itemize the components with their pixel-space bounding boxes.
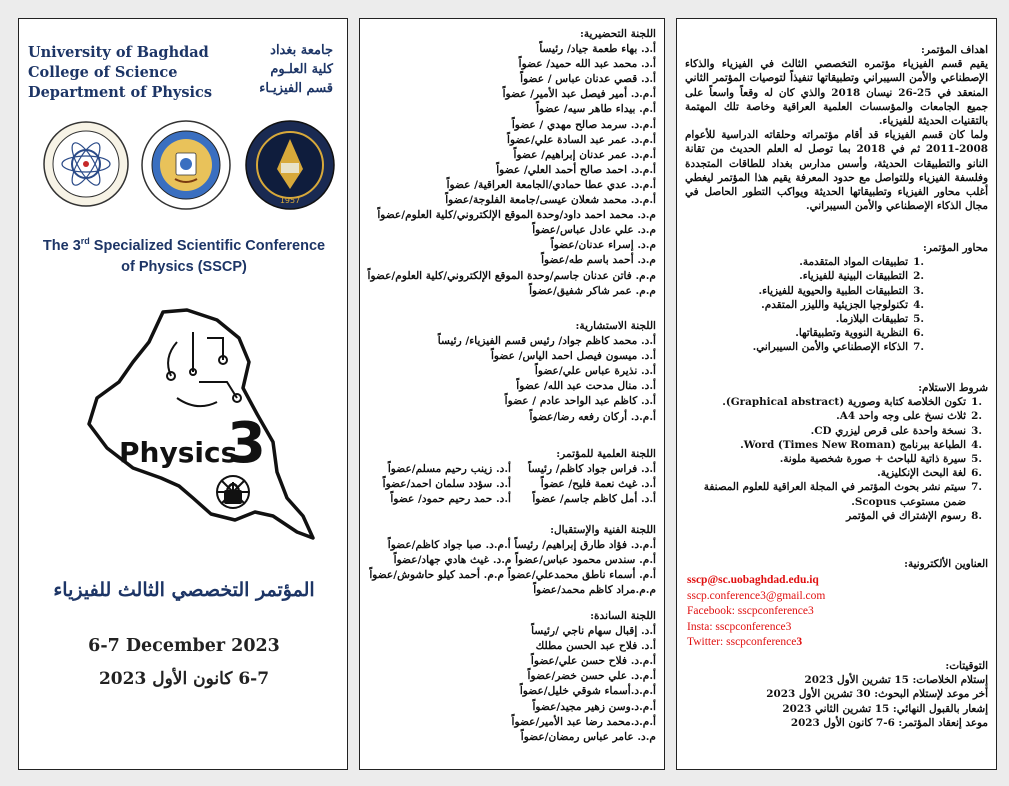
conference-goals [685, 43, 988, 213]
support-title: اللجنة الساندة: [590, 610, 656, 622]
goals-title: اهداف المؤتمر: [921, 44, 988, 56]
advisory-committee [366, 319, 656, 425]
timings-list [685, 673, 988, 730]
committee-member: م.د. إسراء عدنان/عضواً [550, 239, 656, 252]
university-line: University of Baghdad [28, 44, 209, 61]
scientific-committee [366, 447, 656, 507]
list-item: .5 سيرة ذاتية للباحث + صورة شخصية ملونة. [779, 453, 982, 466]
committee-member: أ.م.د. احمد صالح أحمد العلي/ عضواً [496, 163, 656, 176]
axis-text: الذكاء الإصطناعي والأمن السيبراني. [752, 341, 908, 354]
advisory-title: اللجنة الاستشارية: [575, 320, 656, 332]
title-pre: The 3 [42, 237, 81, 254]
university-name-en [28, 43, 212, 103]
college-line: College of Science [28, 64, 178, 81]
conditions-title: شروط الاستلام: [918, 382, 988, 394]
axis-text: التطبيقات الطبية والحيوية للفيزياء. [758, 284, 908, 297]
iraq-map-illustration [67, 302, 317, 552]
committee-member: أ.م.د.أسماء شوقي خليل/عضواً [519, 685, 656, 698]
instagram-link[interactable]: Insta: sscpconference3 [687, 620, 792, 633]
committee-member: أ.د. فلاح عبد الحسن مطلك [535, 640, 656, 653]
committee-member: أ.م.د. عمر عبد السادة علي/عضواً [507, 133, 656, 146]
condition-text: الطباعة ببرنامج Word (Times New Roman). [740, 438, 966, 451]
logo-year: 1957 [279, 196, 301, 205]
committees-panel [359, 18, 665, 770]
list-item: .4 تكنولوجيا الجزيئية والليزر المتقدم. [761, 298, 924, 311]
college-line-ar: كلية العلـوم [270, 62, 333, 77]
timing-title: التوقيتات: [945, 660, 988, 672]
axes-list [685, 255, 988, 354]
email-link-primary[interactable]: sscp@sc.uobaghdad.edu.iq [687, 574, 819, 586]
committee-member: أ.د. محمد كاظم جواد/ رئيس قسم الفيزياء/ رئيساً [437, 335, 656, 348]
list-item: .6 لغة البحث الإنكليزية. [877, 467, 982, 480]
map-physics-text: Physics [119, 436, 238, 469]
committee-member: م.د. أحمد باسم طه/عضواً [541, 254, 656, 267]
list-item: .6 النظرية النووية وتطبيقاتها. [795, 327, 924, 340]
committee-member: أ.د. قصي عدنان عباس / عضواً [520, 73, 656, 86]
condition-text: ثلاث نسخ على وجه واحد A4. [836, 410, 966, 423]
info-panel [676, 18, 997, 770]
committee-member: أ.د. ميسون فيصل احمد الياس/ عضواً [490, 350, 656, 363]
scientific-col-left [366, 462, 511, 507]
axis-text: تطبيقات البلازما. [835, 313, 908, 326]
condition-text: نسخة واحدة على قرص ليزري CD. [810, 424, 966, 437]
technical-title: اللجنة الفنية والإستقبال: [550, 524, 656, 536]
committee-member: أ.م. بيداء طاهر سيه/ عضواً [536, 103, 656, 116]
facebook-link[interactable]: Facebook: sscpconference3 [687, 605, 814, 617]
committee-member: أ.د. كاظم عبد الواحد عادم / عضواً [504, 395, 656, 408]
preparatory-title: اللجنة التحضيرية: [579, 28, 656, 40]
committee-member: م.م.مراد كاظم محمد/عضواً [533, 584, 656, 597]
cover-panel [18, 18, 348, 770]
timing-item: موعد إنعقاد المؤتمر: 6-7 كانون الأول 2023 [790, 716, 988, 729]
condition-text: رسوم الإشتراك في المؤتمر [846, 509, 966, 522]
timings [685, 659, 988, 730]
list-item: .1 تكون الخلاصة كتابة وصورية (Graphical abstract). [722, 396, 982, 409]
committee-member: أ.د. سؤدد سلمان احمد/عضواً [382, 478, 511, 491]
college-of-science-logo [137, 119, 235, 211]
scientific-title: اللجنة العلمية للمؤتمر: [556, 448, 656, 460]
addresses-title: العناوين الألكترونية: [904, 558, 988, 570]
conference-title [19, 231, 348, 278]
committee-member: أ.م. أسماء ناطق محمدعلي/عضواً م.م. أحمد كيلو حاشوش/عضواً [369, 569, 656, 582]
department-line: Department of Physics [28, 84, 213, 101]
list-item: .5 تطبيقات البلازما. [835, 313, 924, 326]
title-post: Specialized Scientific Conference [89, 237, 326, 254]
scientific-columns [366, 462, 656, 507]
committee-member: أ.د. أمل كاظم جاسم/ عضواً [532, 493, 656, 506]
axes-title: محاور المؤتمر: [923, 242, 988, 254]
list-item: .7 سيتم نشر بحوث المؤتمر في المجلة العراقية للعلوم المصنفة ضمن مستوعب Scopus. [685, 480, 982, 508]
condition-text: سيتم نشر بحوث المؤتمر في المجلة العراقية للعلوم المصنفة ضمن مستوعب Scopus. [703, 481, 966, 508]
department-line-ar: قسم الفيزيـاء [259, 81, 333, 96]
committee-member: أ.م.د. محمد شعلان عيسى/جامعة الفلوجة/عضواً [445, 194, 656, 207]
committee-member: م.م. عمر شاكر شفيق/عضواً [529, 284, 656, 297]
committee-member: أ.د. إقبال سهام ناجي /رئيساً [531, 625, 656, 638]
axis-text: التطبيقات البينية للفيزياء. [799, 270, 908, 283]
list-item: .2 التطبيقات البينية للفيزياء. [799, 270, 924, 283]
twitter-handle: Twitter: sscpconference [687, 636, 797, 648]
timing-item: أخر موعد لإستلام البحوث: 30 تشرين الأول 2023 [766, 688, 988, 701]
university-of-baghdad-logo [241, 119, 339, 211]
goals-paragraph-1: يقيم قسم الفيزياء مؤتمره التخصصي الثالث في الفيزياء والذكاء الإصطناعي والأمن السيبراني وتطبيقاتها تنفيذاً لتوصيات المؤتمر الثاني المنعقد في 25-26 نيسان 2018 والذي كان له وقعاً واسعاً على جميع الجامعات والمؤسسات العلمية العراقية وخاصة تلك المهتمة بالتقنيات الحديثة للفيزياء. [685, 58, 988, 128]
committee-member: أ.د. غيث نعمة فليح/ عضواً [540, 478, 656, 491]
conference-date-ar: 6-7 كانون الأول 2023 [98, 669, 270, 689]
scientific-col-right [511, 462, 656, 507]
committee-member: أ.م.د. أمير فيصل عبد الأمير/ عضواً [502, 88, 656, 101]
committee-member: أ.م.د. أركان رفعه رضا/عضواً [529, 410, 656, 423]
axis-text: النظرية النووية وتطبيقاتها. [795, 327, 908, 340]
committee-member: أ.م. سندس محمود عباس/عضواً م.د. غيث هادي جهاد/عضواً [393, 554, 656, 567]
email-link-gmail[interactable]: sscp.conference3@gmail.com [687, 589, 826, 602]
university-name-ar [259, 41, 333, 98]
committee-member: أ.د. حمد رحيم حمود/ عضواً [390, 493, 511, 506]
conference-date-en: 6-7 December 2023 [88, 636, 280, 656]
committee-member: أ.د. زينب رحيم مسلم/عضواً [387, 463, 511, 476]
committee-member: أ.م.د. عدي عطا حمادي/الجامعة العراقية/ عضواً [446, 178, 656, 191]
timing-item: إستلام الخلاصات: 15 تشرين الأول 2023 [804, 674, 988, 687]
condition-text: سيرة ذاتية للباحث + صورة شخصية ملونة. [779, 453, 966, 466]
timing-item: إشعار بالقبول النهائي: 15 تشرين الثاني 2023 [782, 702, 988, 715]
goals-paragraph-2: ولما كان قسم الفيزياء قد أقام مؤتمراته وحلقاته الدراسية للأعوام 2008-2011 ثم في 2018 بما توصل له العلم الحديث من تقانة النانو والتطبيقات الحديثة، وأسس مدارس بغداد للطاقات المتجددة وفلسفة الفيزياء وللتواصل مع حدود المعرفة يقيم هذا المؤتمر ليغطي أغلب محاور الفيزياء وتطبيقاتها الحديثة ويواكب التطور الحاصل في مجال الذكاء الإصطناعي والأمن السيبراني. [685, 129, 988, 213]
technical-committee [366, 523, 656, 598]
conference-axes [685, 241, 988, 355]
map-number: 3 [227, 411, 266, 476]
submission-conditions [685, 381, 988, 523]
support-committee [366, 609, 656, 745]
condition-text: لغة البحث الإنكليزية. [877, 467, 966, 480]
committee-member: أ.م.د. فلاح حسن علي/عضواً [530, 655, 656, 668]
committee-member: م.د. علي عادل عباس/عضواً [532, 224, 656, 237]
list-item: .3 التطبيقات الطبية والحيوية للفيزياء. [758, 284, 924, 297]
condition-text: تكون الخلاصة كتابة وصورية (Graphical abstract). [722, 396, 966, 409]
title-line2: of Physics (SSCP) [121, 258, 247, 275]
committee-member: أ.م.د. عمر عدنان إبراهيم/ عضواً [513, 148, 656, 161]
twitter-link[interactable] [687, 635, 825, 651]
committee-member: م.م. فاتن عدنان جاسم/وحدة الموقع الإلكتروني/كلية العلوم/عضواً [367, 269, 656, 282]
arabic-conference-title: المؤتمر التخصصي الثالث للفيزياء [53, 579, 315, 601]
committee-member: م.د. محمد احمد داود/وحدة الموقع الإلكتروني/كلية العلوم/عضواً [377, 209, 656, 222]
committee-member: م.د. عامر عباس رمضان/عضواً [520, 730, 656, 743]
committee-member: أ.م.د. فؤاد طارق إبراهيم/ رئيساً أ.م.د. صبا جواد كاظم/عضواً [387, 539, 656, 552]
list-item: .1 تطبيقات المواد المتقدمة. [799, 256, 924, 269]
preparatory-committee [366, 27, 656, 299]
committee-member: أ.د. فراس جواد كاظم/ رئيساً [528, 463, 656, 476]
physics-department-logo [39, 119, 133, 209]
axis-text: تطبيقات المواد المتقدمة. [799, 256, 908, 269]
title-sup: rd [80, 236, 90, 246]
twitter-suffix: 3 [796, 636, 803, 648]
committee-member: أ.د. محمد عبد الله حميد/ عضواً [518, 58, 656, 71]
university-line-ar: جامعة بغداد [270, 43, 333, 58]
list-item: .8 رسوم الإشتراك في المؤتمر [846, 509, 982, 522]
contact-links [687, 573, 825, 651]
conditions-list [685, 395, 988, 523]
electronic-addresses [685, 557, 988, 571]
list-item: .4 الطباعة ببرنامج Word (Times New Roman). [740, 438, 982, 451]
committee-member: أ.م.د.محمد رضا عبد الأمير/عضواً [511, 715, 656, 728]
committee-member: أ.م.د. سرمد صالح مهدي / عضواً [511, 118, 656, 131]
list-item: .7 الذكاء الإصطناعي والأمن السيبراني. [752, 341, 924, 354]
axis-text: تكنولوجيا الجزيئية والليزر المتقدم. [761, 298, 908, 311]
committee-member: أ.م.د.وسن زهير مجيد/عضواً [532, 700, 656, 713]
committee-member: أ.د. منال مدحت عبد الله/ عضواً [516, 380, 656, 393]
committee-member: أ.م.د. علي حسن خضر/عضواً [527, 670, 656, 683]
committee-member: أ.د. بهاء طعمة جياد/ رئيساً [539, 43, 656, 56]
list-item: .3 نسخة واحدة على قرص ليزري CD. [810, 424, 982, 437]
committee-member: أ.د. نذيرة عباس علي/عضواً [534, 365, 656, 378]
list-item: .2 ثلاث نسخ على وجه واحد A4. [836, 410, 982, 423]
